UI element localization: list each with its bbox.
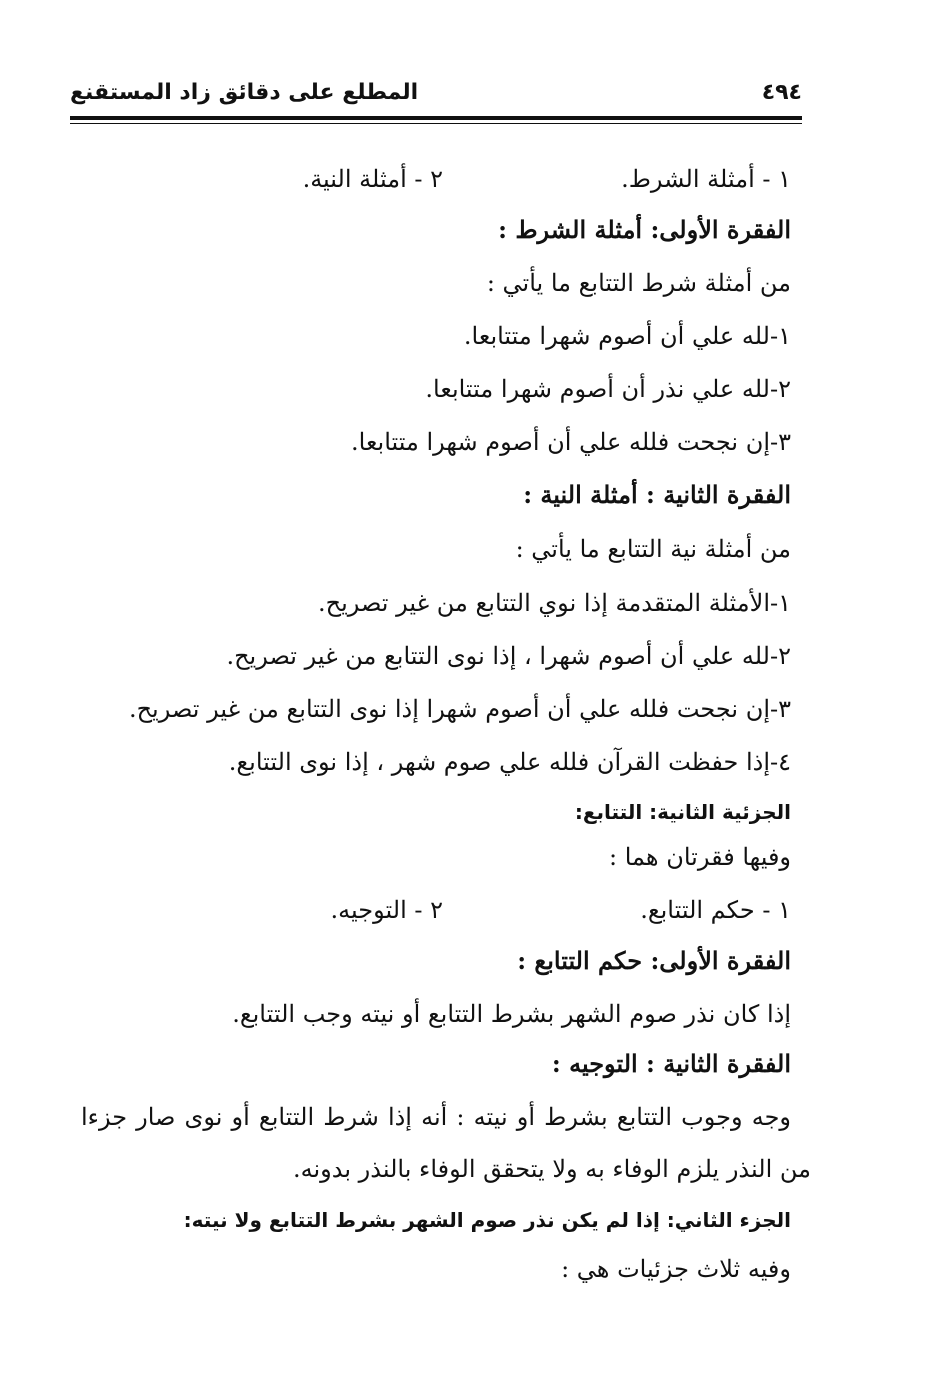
list-item: ٢-لله علي نذر أن أصوم شهرا متتابعا. xyxy=(425,375,791,403)
paragraph: وفيها فقرتان هما : xyxy=(609,843,791,871)
list-item: ١-لله علي أن أصوم شهرا متتابعا. xyxy=(463,322,791,350)
header-rule-thick xyxy=(70,116,802,120)
page-number: ٤٩٤ xyxy=(761,80,802,105)
paragraph: من أمثلة شرط التتابع ما يأتي : xyxy=(486,269,791,297)
book-title: المطلع على دقائق زاد المستقنع xyxy=(70,80,419,105)
section-heading: الفقرة الثانية : أمثلة النية : xyxy=(523,480,791,509)
list-item: ٣-إن نجحت فلله علي أن أصوم شهرا إذا نوى التتابع من غير تصريح. xyxy=(128,695,791,723)
section-heading: الفقرة الثانية : التوجيه : xyxy=(551,1049,791,1078)
list-item: ٤-إذا حفظت القرآن فلله علي صوم شهر ، إذا نوى التتابع. xyxy=(228,748,791,776)
subsection-heading: الجزئية الثانية: التتابع: xyxy=(574,800,791,824)
list-item-intention-examples: ٢ - أمثلة النية. xyxy=(302,165,443,193)
section-heading: الفقرة الأولى: أمثلة الشرط : xyxy=(498,215,791,244)
part-heading: الجزء الثاني: إذا لم يكن نذر صوم الشهر بشرط التتابع ولا نيته: xyxy=(183,1208,791,1232)
paragraph: من النذر يلزم الوفاء به ولا يتحقق الوفاء بالنذر بدونه. xyxy=(293,1155,811,1183)
paragraph: وفيه ثلاث جزئيات هي : xyxy=(561,1255,791,1283)
running-header xyxy=(70,80,802,110)
list-item: ١-الأمثلة المتقدمة إذا نوي التتابع من غير تصريح. xyxy=(317,589,791,617)
paragraph: إذا كان نذر صوم الشهر بشرط التتابع أو نيته وجب التتابع. xyxy=(232,1000,791,1028)
header-rule-thin xyxy=(70,123,802,124)
list-item-ruling: ١ - حكم التتابع. xyxy=(640,896,791,924)
paragraph: وجه وجوب التتابع بشرط أو نيته : أنه إذا شرط التتابع أو نوى صار جزءا xyxy=(81,1103,791,1131)
list-item: ٣-إن نجحت فلله علي أن أصوم شهرا متتابعا. xyxy=(351,428,791,456)
list-item: ٢-لله علي أن أصوم شهرا ، إذا نوى التتابع من غير تصريح. xyxy=(226,642,791,670)
section-heading: الفقرة الأولى: حكم التتابع : xyxy=(517,946,791,975)
paragraph: من أمثلة نية التتابع ما يأتي : xyxy=(515,535,791,563)
list-item-condition-examples: ١ - أمثلة الشرط. xyxy=(621,165,791,193)
list-item-guidance: ٢ - التوجيه. xyxy=(330,896,443,924)
